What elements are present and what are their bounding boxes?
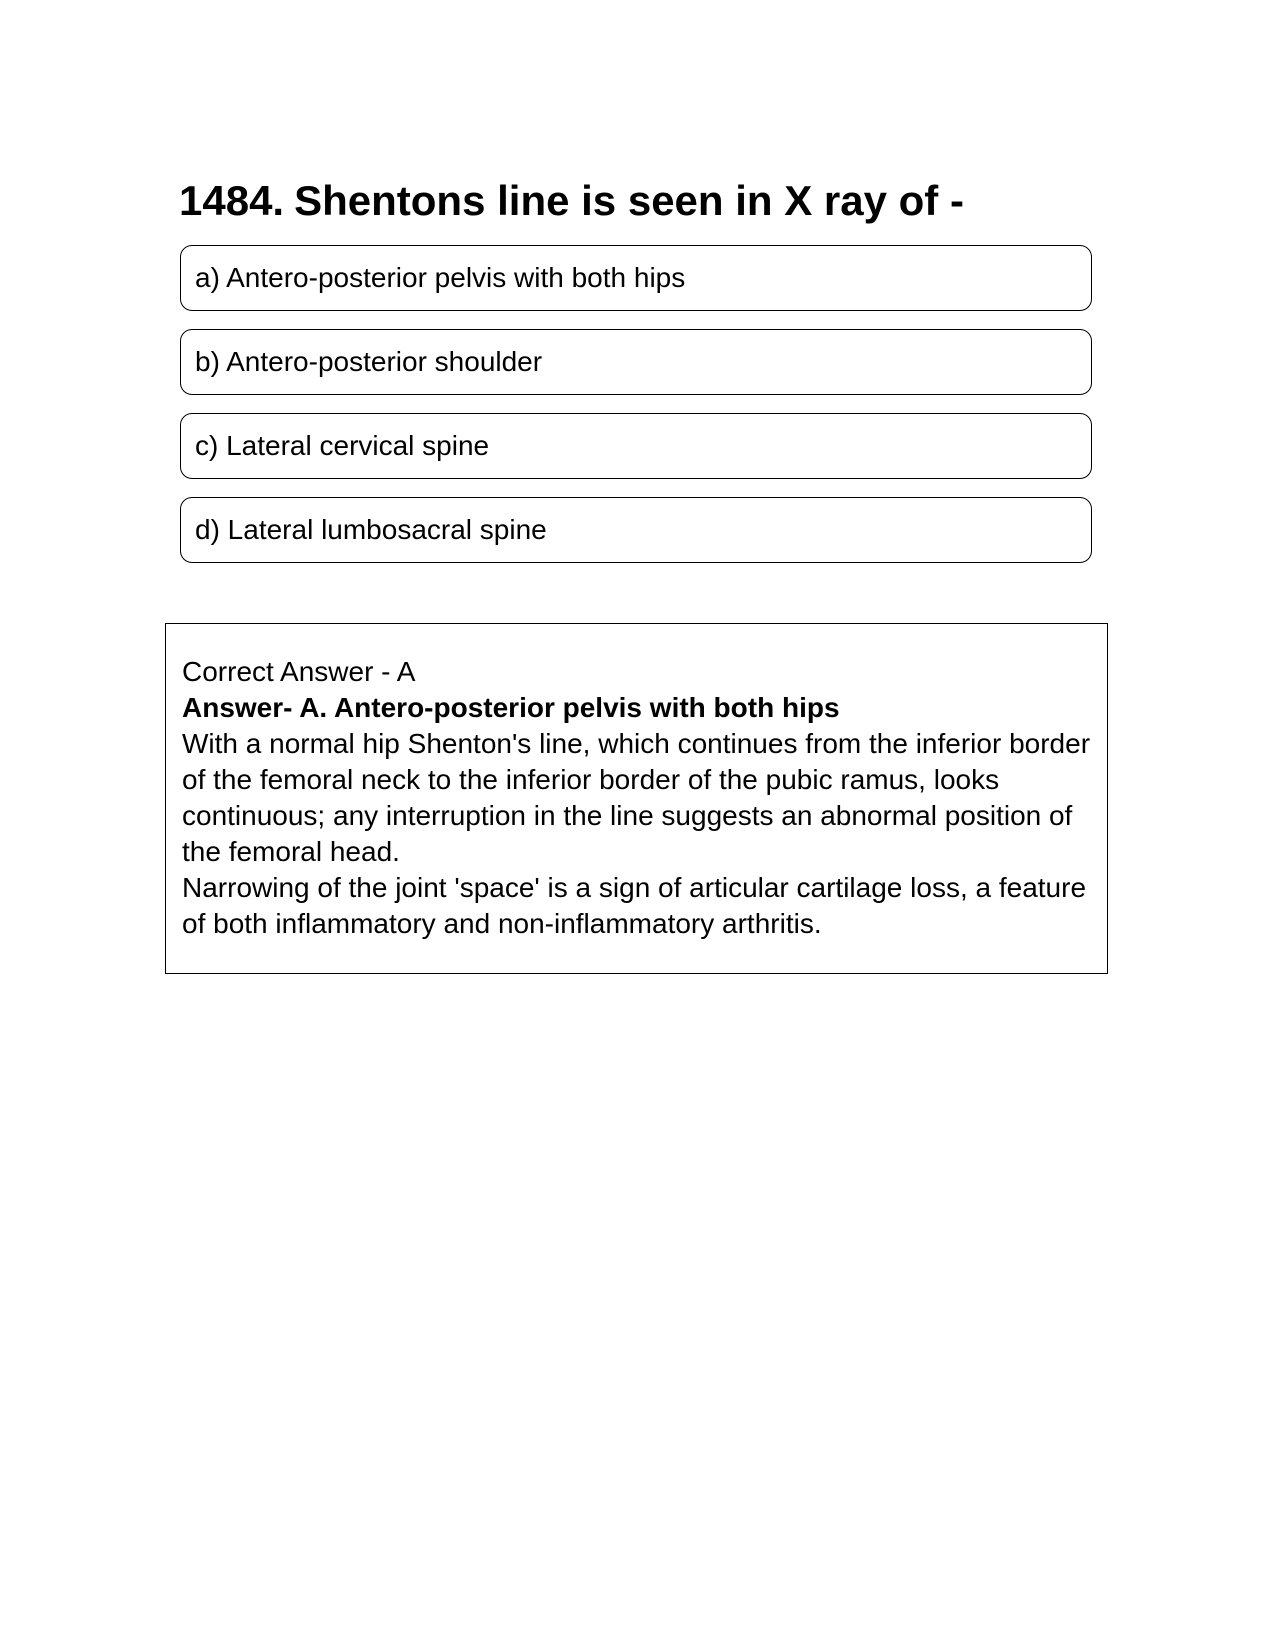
explanation-paragraph-2: Narrowing of the joint 'space' is a sign of articular cartilage loss, a feature of both inflammatory and non-inflammatory arthritis. (182, 872, 1087, 939)
answer-heading: Answer- A. Antero-posterior pelvis with both hips (182, 692, 840, 723)
answer-explanation-box (165, 623, 1108, 974)
correct-answer-line: Correct Answer - A (182, 656, 416, 687)
explanation-paragraph-1: With a normal hip Shenton's line, which continues from the inferior border of the femoral neck to the inferior border of the pubic ramus, looks continuous; any interruption in the line suggests an abnormal position of the femoral head. (182, 728, 1091, 867)
question-text: Shentons line is seen in X ray of - (294, 177, 964, 224)
option-a[interactable]: a) Antero-posterior pelvis with both hips (180, 245, 1092, 311)
option-b[interactable]: b) Antero-posterior shoulder (180, 329, 1092, 395)
option-d[interactable]: d) Lateral lumbosacral spine (180, 497, 1092, 563)
option-c[interactable]: c) Lateral cervical spine (180, 413, 1092, 479)
question-title (179, 176, 964, 226)
question-number: 1484. (179, 177, 285, 224)
